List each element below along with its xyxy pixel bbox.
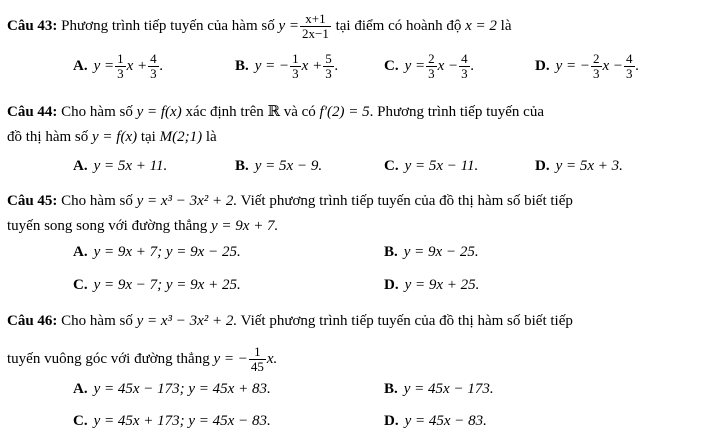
frac-den: 3 [117,66,124,81]
q44-function: y = f(x) [136,104,182,120]
frac-den: 3 [626,66,633,81]
frac-den: 3 [593,66,600,81]
q46-option-a[interactable] [73,380,271,398]
q46-line-lhs: y = − [213,350,248,367]
option-expr: y = 9x + 7; y = 9x − 25. [93,244,241,260]
q45-option-c[interactable] [73,276,241,294]
option-letter: A. [73,158,88,174]
q45-text-a: Cho hàm số [61,193,133,209]
q43-x0: x = 2 [465,17,497,34]
expr-lhs: y = − [254,57,290,74]
option-letter: D. [535,158,550,174]
expr-lhs: y = [93,57,115,74]
option-letter: A. [73,244,88,260]
option-letter: C. [73,277,88,293]
q45-line2-a: tuyến song song với đường thẳng [7,218,208,234]
q45-option-b[interactable] [384,243,479,261]
option-expr [404,51,475,81]
option-expr: y = 9x − 25. [403,244,479,260]
expr-end: . [334,57,339,74]
q46-stem-line2 [7,345,277,374]
q44-text-c: . Phương trình tiếp tuyến của [369,104,544,120]
q44-derivative: f′(2) = 5 [319,104,370,120]
q45-text-b: Viết phương trình tiếp tuyến của đồ thị hàm số biết tiếp [240,193,573,209]
q43-option-a[interactable] [73,52,163,81]
q43-stem [7,12,512,41]
q46-stem-line1 [7,312,573,330]
option-letter: A. [73,57,88,74]
option-letter: D. [535,57,550,74]
option-letter: D. [384,413,399,429]
q45-function: y = x³ − 3x² + 2. [136,193,238,209]
q43-text-a: Phương trình tiếp tuyến của hàm số [61,17,275,34]
option-expr [254,51,339,81]
frac-num: 1 [292,51,299,66]
q43-label: Câu 43: [7,17,58,34]
option-expr: y = 5x + 3. [555,158,623,174]
frac-num: 4 [626,51,633,66]
option-letter: B. [384,244,398,260]
q43-fn-lhs: y = [278,17,299,34]
q43-option-b[interactable] [235,52,338,81]
option-expr: y = 45x + 173; y = 45x − 83. [93,413,271,429]
expr-lhs: y = − [555,57,590,74]
frac-den: 3 [292,66,299,81]
q46-line-den: 45 [250,359,264,374]
q44-function-2: y = f(x) [92,129,138,145]
q46-function: y = x³ − 3x² + 2. [136,313,238,329]
q45-stem-line1 [7,192,573,210]
q46-option-d[interactable] [384,412,487,430]
q46-text-a: Cho hàm số [61,313,133,329]
option-expr: y = 5x + 11. [93,158,168,174]
q46-line-num: 1 [249,345,266,360]
q45-line-eq: y = 9x + 7. [211,218,279,234]
q44-line2-a: đồ thị hàm số [7,129,89,145]
expr-mid: x − [602,57,624,74]
option-expr: y = 9x + 25. [404,277,480,293]
q46-label: Câu 46: [7,313,58,329]
option-expr: y = 9x − 7; y = 9x + 25. [93,277,241,293]
option-letter: C. [384,57,399,74]
frac-num: 5 [325,51,332,66]
option-letter: B. [235,57,249,74]
option-letter: C. [384,158,399,174]
frac-den: 3 [325,66,332,81]
option-letter: A. [73,381,88,397]
frac-num: 2 [593,51,600,66]
option-expr [555,51,640,81]
q44-label: Câu 44: [7,104,58,120]
q44-option-b[interactable] [235,157,322,175]
q43-option-d[interactable] [535,52,639,81]
option-letter: C. [73,413,88,429]
option-letter: D. [384,277,399,293]
q44-line2-b: tại [140,129,156,145]
q46-option-b[interactable] [384,380,494,398]
expr-lhs: y = [404,57,426,74]
frac-num: 4 [150,51,157,66]
q43-option-c[interactable] [384,52,474,81]
q44-line2-c: là [205,129,217,145]
option-expr: y = 45x − 83. [404,413,487,429]
frac-num: 1 [117,51,124,66]
frac-num: 2 [428,51,435,66]
q44-option-a[interactable] [73,157,167,175]
frac-num: 4 [461,51,468,66]
option-expr [93,51,164,81]
q43-text-b: tại điểm có hoành độ [335,17,462,34]
q44-stem-line1 [7,103,544,121]
q43-function [278,11,335,41]
q46-line-end: x. [266,350,278,367]
frac-den: 3 [428,66,435,81]
frac-den: 3 [150,66,157,81]
option-expr: y = 5x − 9. [254,158,323,174]
option-expr: y = 45x − 173. [403,381,494,397]
expr-mid: x + [301,57,323,74]
q45-label: Câu 45: [7,193,58,209]
q44-text-b: xác định trên ℝ và có [185,104,316,120]
q45-stem-line2 [7,217,278,235]
q44-option-c[interactable] [384,157,478,175]
expr-end: . [635,57,640,74]
q43-fn-den: 2x−1 [301,26,329,41]
q46-line-eq [213,344,278,374]
expr-mid: x − [437,57,459,74]
q45-option-d[interactable] [384,276,479,294]
q46-text-b: Viết phương trình tiếp tuyến của đồ thị hàm số biết tiếp [240,313,573,329]
option-expr: y = 45x − 173; y = 45x + 83. [93,381,271,397]
q44-option-d[interactable] [535,157,623,175]
q44-text-a: Cho hàm số [61,104,133,120]
q46-option-c[interactable] [73,412,271,430]
expr-mid: x + [126,57,148,74]
option-letter: B. [235,158,249,174]
q44-point: M(2;1) [159,129,203,145]
q43-fn-num: x+1 [300,12,331,27]
expr-end: . [159,57,164,74]
q45-option-a[interactable] [73,243,241,261]
q44-stem-line2 [7,128,217,146]
q43-text-c: là [500,17,512,34]
frac-den: 3 [461,66,468,81]
q46-line2-a: tuyến vuông góc với đường thẳng [7,350,210,367]
option-letter: B. [384,381,398,397]
expr-end: . [470,57,475,74]
option-expr: y = 5x − 11. [404,158,479,174]
